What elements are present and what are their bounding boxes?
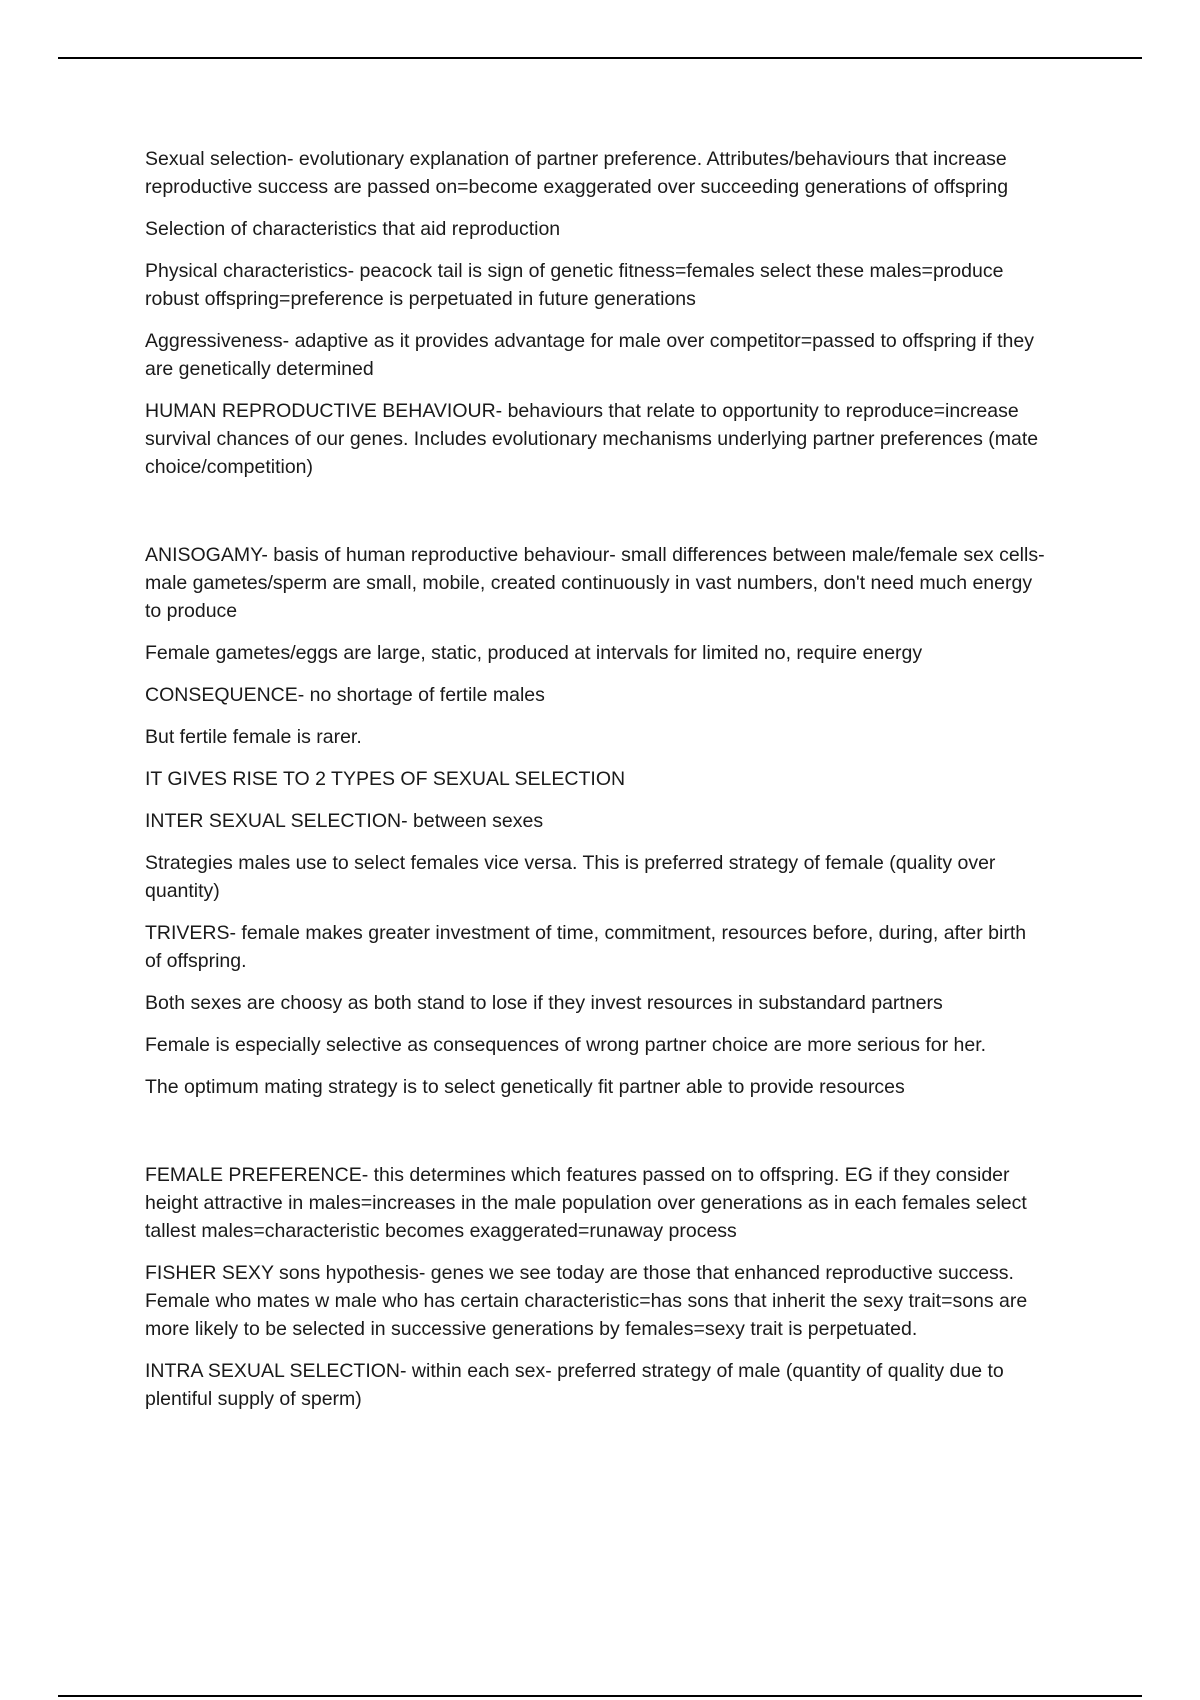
paragraph-anisogamy: ANISOGAMY- basis of human reproductive behaviour- small differences between male/female sex cells- male gametes/sperm are small, mobile, created continuously in vast numbers, don't need much energy to produce <box>145 544 1051 622</box>
paragraph-trivers: TRIVERS- female makes greater investment of time, commitment, resources before, during, after birth of offspring. <box>145 922 1032 972</box>
header-rule <box>58 57 1142 59</box>
paragraph-strategies: Strategies males use to select females vice versa. This is preferred strategy of female (quality over quantity) <box>145 852 1001 902</box>
paragraph-intra-sexual-selection: INTRA SEXUAL SELECTION- within each sex- preferred strategy of male (quantity of quality due to plentiful supply of sperm) <box>145 1360 1010 1410</box>
paragraph-both-sexes-choosy: Both sexes are choosy as both stand to lose if they invest resources in substandard partners <box>145 992 943 1014</box>
paragraph-human-reproductive-behaviour: HUMAN REPRODUCTIVE BEHAVIOUR- behaviours that relate to opportunity to reproduce=increase survival chances of our genes. Includes evolutionary mechanisms underlying partner preferences (mate choice/competition) <box>145 400 1044 478</box>
document-body <box>145 145 1051 1427</box>
paragraph-female-selective: Female is especially selective as consequences of wrong partner choice are more serious for her. <box>145 1034 987 1056</box>
paragraph-selection-characteristics: Selection of characteristics that aid reproduction <box>145 218 561 240</box>
paragraph-fertile-female: But fertile female is rarer. <box>145 726 362 748</box>
footer-rule <box>58 1695 1142 1697</box>
paragraph-female-preference: FEMALE PREFERENCE- this determines which features passed on to offspring. EG if they consider height attractive in males=increases in the male population over generations as in each females select tallest males=characteristic becomes exaggerated=runaway process <box>145 1164 1033 1242</box>
paragraph-sexual-selection: Sexual selection- evolutionary explanation of partner preference. Attributes/behaviours that increase reproductive success are passed on=become exaggerated over succeeding generations of offspring <box>145 148 1013 198</box>
paragraph-physical-characteristics: Physical characteristics- peacock tail is sign of genetic fitness=females select these males=produce robust offspring=preference is perpetuated in future generations <box>145 260 1009 310</box>
paragraph-fisher-sexy-sons: FISHER SEXY sons hypothesis- genes we see today are those that enhanced reproductive success. Female who mates w male who has certain characteristic=has sons that inherit the sexy trait=sons are more likely to be selected in successive generations by females=sexy trait is perpetuated. <box>145 1262 1033 1340</box>
paragraph-aggressiveness: Aggressiveness- adaptive as it provides advantage for male over competitor=passed to offspring if they are genetically determined <box>145 330 1040 380</box>
paragraph-inter-sexual-selection: INTER SEXUAL SELECTION- between sexes <box>145 810 544 832</box>
paragraph-optimum-strategy: The optimum mating strategy is to select genetically fit partner able to provide resources <box>145 1076 905 1098</box>
paragraph-two-types: IT GIVES RISE TO 2 TYPES OF SEXUAL SELECTION <box>145 768 626 790</box>
paragraph-consequence: CONSEQUENCE- no shortage of fertile males <box>145 684 545 706</box>
paragraph-female-gametes: Female gametes/eggs are large, static, produced at intervals for limited no, require energy <box>145 642 923 664</box>
